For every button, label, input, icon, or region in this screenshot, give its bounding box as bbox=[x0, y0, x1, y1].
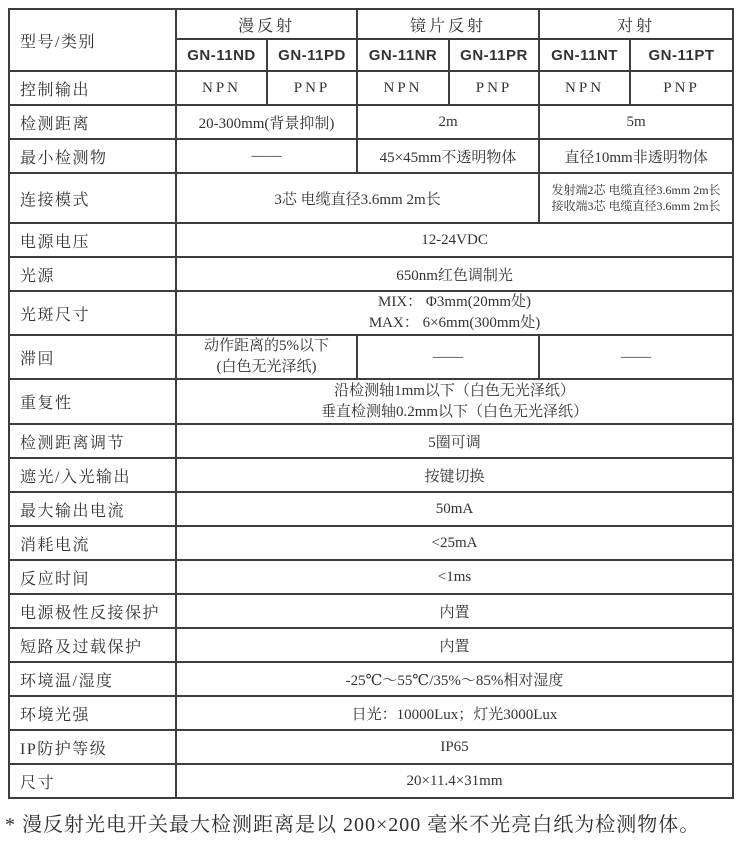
dimensions-value: 20×11.4×31mm bbox=[176, 764, 733, 798]
ip-rating-label: IP防护等级 bbox=[9, 730, 176, 764]
min-object-retro: 45×45mm不透明物体 bbox=[357, 139, 539, 173]
spot-size-label: 光斑尺寸 bbox=[9, 291, 176, 335]
header-group-diffuse: 漫反射 bbox=[176, 9, 357, 39]
short-circuit-value: 内置 bbox=[176, 628, 733, 662]
light-source-label: 光源 bbox=[9, 257, 176, 291]
response-time-value: <1ms bbox=[176, 560, 733, 594]
control-output-cell: PNP bbox=[449, 71, 539, 105]
detection-distance-retro: 2m bbox=[357, 105, 539, 139]
short-circuit-label: 短路及过载保护 bbox=[9, 628, 176, 662]
row-control-output bbox=[9, 71, 733, 105]
model-gn-11nr: GN-11NR bbox=[357, 39, 449, 71]
connection-mode-receiver-line: 接收端3芯 电缆直径3.6mm 2m长 bbox=[551, 199, 721, 213]
reverse-polarity-label: 电源极性反接保护 bbox=[9, 594, 176, 628]
sensor-spec-table bbox=[8, 8, 734, 799]
row-max-output-current bbox=[9, 492, 733, 526]
control-output-label: 控制输出 bbox=[9, 71, 176, 105]
detection-distance-through: 5m bbox=[539, 105, 733, 139]
connection-mode-label: 连接模式 bbox=[9, 173, 176, 223]
model-gn-11nt: GN-11NT bbox=[539, 39, 630, 71]
spot-size-min-line: MIX： Φ3mm(20mm处) bbox=[378, 294, 532, 310]
hysteresis-diffuse bbox=[176, 335, 357, 379]
min-object-through: 直径10mm非透明物体 bbox=[539, 139, 733, 173]
response-time-label: 反应时间 bbox=[9, 560, 176, 594]
row-ambient-light bbox=[9, 696, 733, 730]
min-object-label: 最小检测物 bbox=[9, 139, 176, 173]
model-gn-11pt: GN-11PT bbox=[630, 39, 733, 71]
supply-voltage-value: 12-24VDC bbox=[176, 223, 733, 257]
repeatability-value bbox=[176, 379, 733, 424]
row-ip-rating bbox=[9, 730, 733, 764]
connection-mode-emitter-line: 发射端2芯 电缆直径3.6mm 2m长 bbox=[551, 183, 721, 197]
control-output-cell: NPN bbox=[539, 71, 630, 105]
output-mode-label: 遮光/入光输出 bbox=[9, 458, 176, 492]
max-output-current-value: 50mA bbox=[176, 492, 733, 526]
repeatability-line-2: 垂直检测轴0.2mm以下（白色无光泽纸） bbox=[320, 403, 589, 420]
distance-adjust-value: 5圈可调 bbox=[176, 424, 733, 458]
connection-mode-through bbox=[539, 173, 733, 223]
connection-mode-main: 3芯 电缆直径3.6mm 2m长 bbox=[176, 173, 539, 223]
row-current-consumption bbox=[9, 526, 733, 560]
hysteresis-line-1: 动作距离的5%以下 bbox=[204, 338, 329, 354]
row-reverse-polarity bbox=[9, 594, 733, 628]
row-distance-adjust bbox=[9, 424, 733, 458]
temp-humidity-label: 环境温/湿度 bbox=[9, 662, 176, 696]
detection-distance-diffuse: 20-300mm(背景抑制) bbox=[176, 105, 357, 139]
row-hysteresis bbox=[9, 335, 733, 379]
row-repeatability bbox=[9, 379, 733, 424]
detection-distance-label: 检测距离 bbox=[9, 105, 176, 139]
hysteresis-line-2: (白色无光泽纸) bbox=[216, 359, 317, 375]
row-detection-distance bbox=[9, 105, 733, 139]
diffuse-max-distance-footnote: * 漫反射光电开关最大检测距离是以 200×200 毫米不光亮白纸为检测物体。 bbox=[5, 814, 701, 836]
spot-size-max-line: MAX： 6×6mm(300mm处) bbox=[368, 315, 541, 331]
row-connection-mode bbox=[9, 173, 733, 223]
min-object-diffuse: —— bbox=[176, 139, 357, 173]
row-min-object bbox=[9, 139, 733, 173]
row-output-mode bbox=[9, 458, 733, 492]
model-gn-11nd: GN-11ND bbox=[176, 39, 267, 71]
row-response-time bbox=[9, 560, 733, 594]
temp-humidity-value: -25℃～55℃/35%～85%相对湿度 bbox=[176, 662, 733, 696]
control-output-cell: NPN bbox=[357, 71, 449, 105]
hysteresis-retro: —— bbox=[357, 335, 539, 379]
model-gn-11pd: GN-11PD bbox=[267, 39, 357, 71]
ambient-light-value: 日光：10000Lux；灯光3000Lux bbox=[176, 696, 733, 730]
control-output-cell: PNP bbox=[267, 71, 357, 105]
ambient-light-label: 环境光强 bbox=[9, 696, 176, 730]
header-group-through-beam: 对射 bbox=[539, 9, 733, 39]
model-gn-11pr: GN-11PR bbox=[449, 39, 539, 71]
max-output-current-label: 最大输出电流 bbox=[9, 492, 176, 526]
current-consumption-label: 消耗电流 bbox=[9, 526, 176, 560]
control-output-cell: NPN bbox=[176, 71, 267, 105]
repeatability-label: 重复性 bbox=[9, 379, 176, 424]
supply-voltage-label: 电源电压 bbox=[9, 223, 176, 257]
dimensions-label: 尺寸 bbox=[9, 764, 176, 798]
row-supply-voltage bbox=[9, 223, 733, 257]
output-mode-value: 按键切换 bbox=[176, 458, 733, 492]
header-group-retroreflective: 镜片反射 bbox=[357, 9, 539, 39]
reverse-polarity-value: 内置 bbox=[176, 594, 733, 628]
header-model-category-label: 型号/类别 bbox=[9, 9, 176, 71]
hysteresis-through: —— bbox=[539, 335, 733, 379]
repeatability-line-1: 沿检测轴1mm以下（白色无光泽纸） bbox=[334, 382, 575, 399]
row-temp-humidity bbox=[9, 662, 733, 696]
light-source-value: 650nm红色调制光 bbox=[176, 257, 733, 291]
row-dimensions bbox=[9, 764, 733, 798]
ip-rating-value: IP65 bbox=[176, 730, 733, 764]
row-light-source bbox=[9, 257, 733, 291]
spot-size-value bbox=[176, 291, 733, 335]
distance-adjust-label: 检测距离调节 bbox=[9, 424, 176, 458]
current-consumption-value: <25mA bbox=[176, 526, 733, 560]
hysteresis-label: 滞回 bbox=[9, 335, 176, 379]
control-output-cell: PNP bbox=[630, 71, 733, 105]
row-short-circuit bbox=[9, 628, 733, 662]
row-spot-size bbox=[9, 291, 733, 335]
